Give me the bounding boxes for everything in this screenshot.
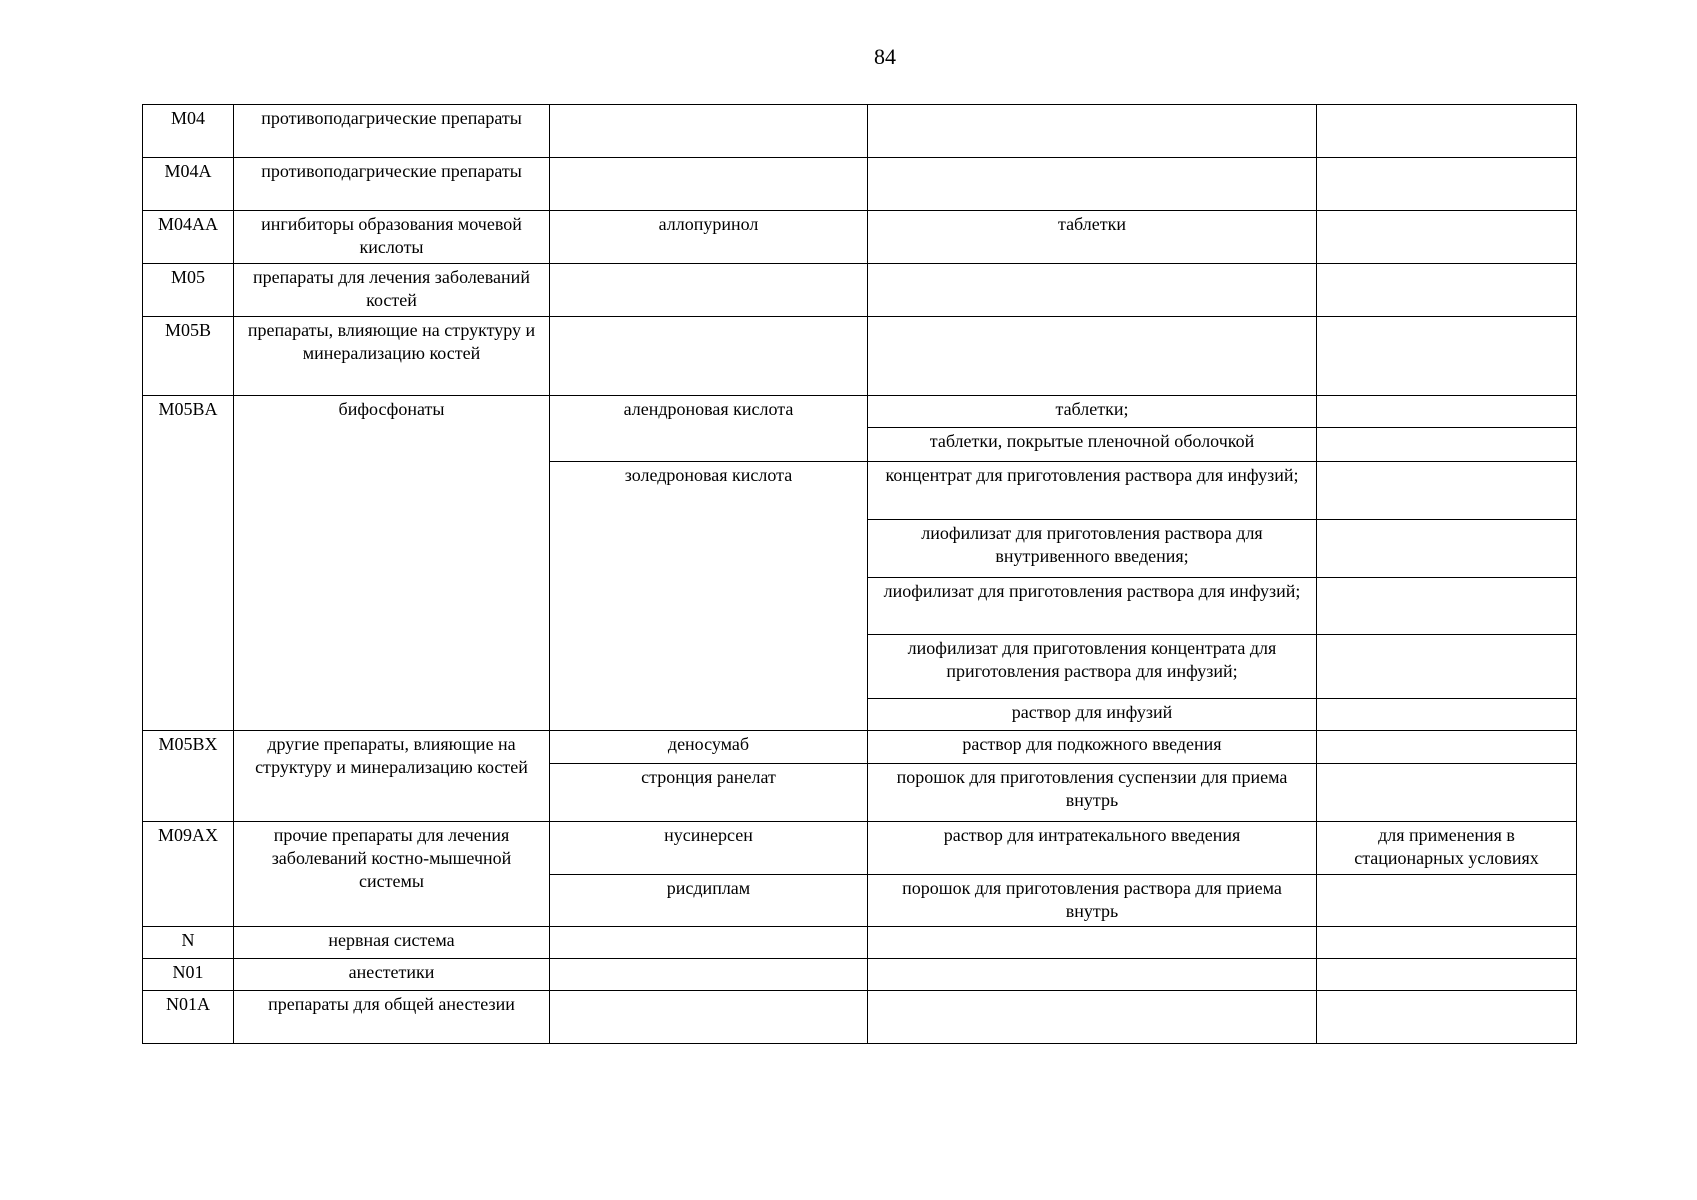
- drug-name: [550, 927, 868, 959]
- group-name: противоподагрические препараты: [234, 105, 550, 158]
- drug-name: стронция ранелат: [550, 764, 868, 822]
- note: [1317, 764, 1577, 822]
- drug-name: аллопуринол: [550, 211, 868, 264]
- table-row: [143, 731, 1577, 764]
- drug-name: рисдиплам: [550, 875, 868, 927]
- note: [1317, 875, 1577, 927]
- dosage-form: раствор для интратекального введения: [868, 822, 1317, 875]
- dosage-form: таблетки, покрытые пленочной оболочкой: [868, 428, 1317, 462]
- atc-code: M05BA: [143, 396, 234, 731]
- atc-code: M09AX: [143, 822, 234, 927]
- note: [1317, 927, 1577, 959]
- group-name: другие препараты, влияющие на структуру и минерализацию костей: [234, 731, 550, 822]
- dosage-form: лиофилизат для приготовления раствора для внутривенного введения;: [868, 520, 1317, 578]
- dosage-form: порошок для приготовления суспензии для приема внутрь: [868, 764, 1317, 822]
- group-name: препараты для общей анестезии: [234, 991, 550, 1044]
- note: [1317, 264, 1577, 317]
- atc-code: M05B: [143, 317, 234, 396]
- atc-code: N: [143, 927, 234, 959]
- note: [1317, 731, 1577, 764]
- note: [1317, 396, 1577, 428]
- dosage-form: порошок для приготовления раствора для приема внутрь: [868, 875, 1317, 927]
- drug-name: [550, 158, 868, 211]
- table-row: [143, 822, 1577, 875]
- note: [1317, 317, 1577, 396]
- note: [1317, 428, 1577, 462]
- dosage-form: [868, 317, 1317, 396]
- dosage-form: концентрат для приготовления раствора для инфузий;: [868, 462, 1317, 520]
- table-row: [143, 211, 1577, 264]
- dosage-form: раствор для инфузий: [868, 699, 1317, 731]
- dosage-form: лиофилизат для приготовления концентрата для приготовления раствора для инфузий;: [868, 635, 1317, 699]
- note: [1317, 520, 1577, 578]
- note: [1317, 959, 1577, 991]
- drug-name: [550, 317, 868, 396]
- atc-code: M04: [143, 105, 234, 158]
- dosage-form: [868, 264, 1317, 317]
- note: [1317, 991, 1577, 1044]
- drug-name: золедроновая кислота: [550, 462, 868, 731]
- table-row: [143, 927, 1577, 959]
- table-row: [143, 264, 1577, 317]
- drug-name: [550, 959, 868, 991]
- atc-code: N01A: [143, 991, 234, 1044]
- group-name: препараты для лечения заболеваний костей: [234, 264, 550, 317]
- note: [1317, 578, 1577, 635]
- dosage-form: таблетки: [868, 211, 1317, 264]
- table-row: [143, 105, 1577, 158]
- dosage-form: лиофилизат для приготовления раствора для инфузий;: [868, 578, 1317, 635]
- note: [1317, 211, 1577, 264]
- atc-code: M05BX: [143, 731, 234, 822]
- dosage-form: [868, 105, 1317, 158]
- table-row: [143, 991, 1577, 1044]
- drug-name: [550, 264, 868, 317]
- group-name: нервная система: [234, 927, 550, 959]
- drug-name: [550, 105, 868, 158]
- dosage-form: таблетки;: [868, 396, 1317, 428]
- dosage-form: раствор для подкожного введения: [868, 731, 1317, 764]
- group-name: бифосфонаты: [234, 396, 550, 731]
- note: [1317, 699, 1577, 731]
- atc-code: N01: [143, 959, 234, 991]
- note: [1317, 158, 1577, 211]
- drug-name: [550, 991, 868, 1044]
- note: для применения в стационарных условиях: [1317, 822, 1577, 875]
- drug-table: [142, 104, 1577, 1044]
- note: [1317, 462, 1577, 520]
- dosage-form: [868, 927, 1317, 959]
- group-name: препараты, влияющие на структуру и минерализацию костей: [234, 317, 550, 396]
- drug-name: алендроновая кислота: [550, 396, 868, 462]
- group-name: противоподагрические препараты: [234, 158, 550, 211]
- atc-code: M04A: [143, 158, 234, 211]
- dosage-form: [868, 158, 1317, 211]
- group-name: анестетики: [234, 959, 550, 991]
- group-name: ингибиторы образования мочевой кислоты: [234, 211, 550, 264]
- atc-code: M05: [143, 264, 234, 317]
- group-name: прочие препараты для лечения заболеваний костно-мышечной системы: [234, 822, 550, 927]
- table-row: [143, 317, 1577, 396]
- drug-name: нусинерсен: [550, 822, 868, 875]
- dosage-form: [868, 991, 1317, 1044]
- table-row: [143, 959, 1577, 991]
- table-row: [143, 396, 1577, 428]
- table-row: [143, 158, 1577, 211]
- page-number: 84: [874, 44, 896, 69]
- note: [1317, 635, 1577, 699]
- dosage-form: [868, 959, 1317, 991]
- note: [1317, 105, 1577, 158]
- drug-name: деносумаб: [550, 731, 868, 764]
- atc-code: M04AA: [143, 211, 234, 264]
